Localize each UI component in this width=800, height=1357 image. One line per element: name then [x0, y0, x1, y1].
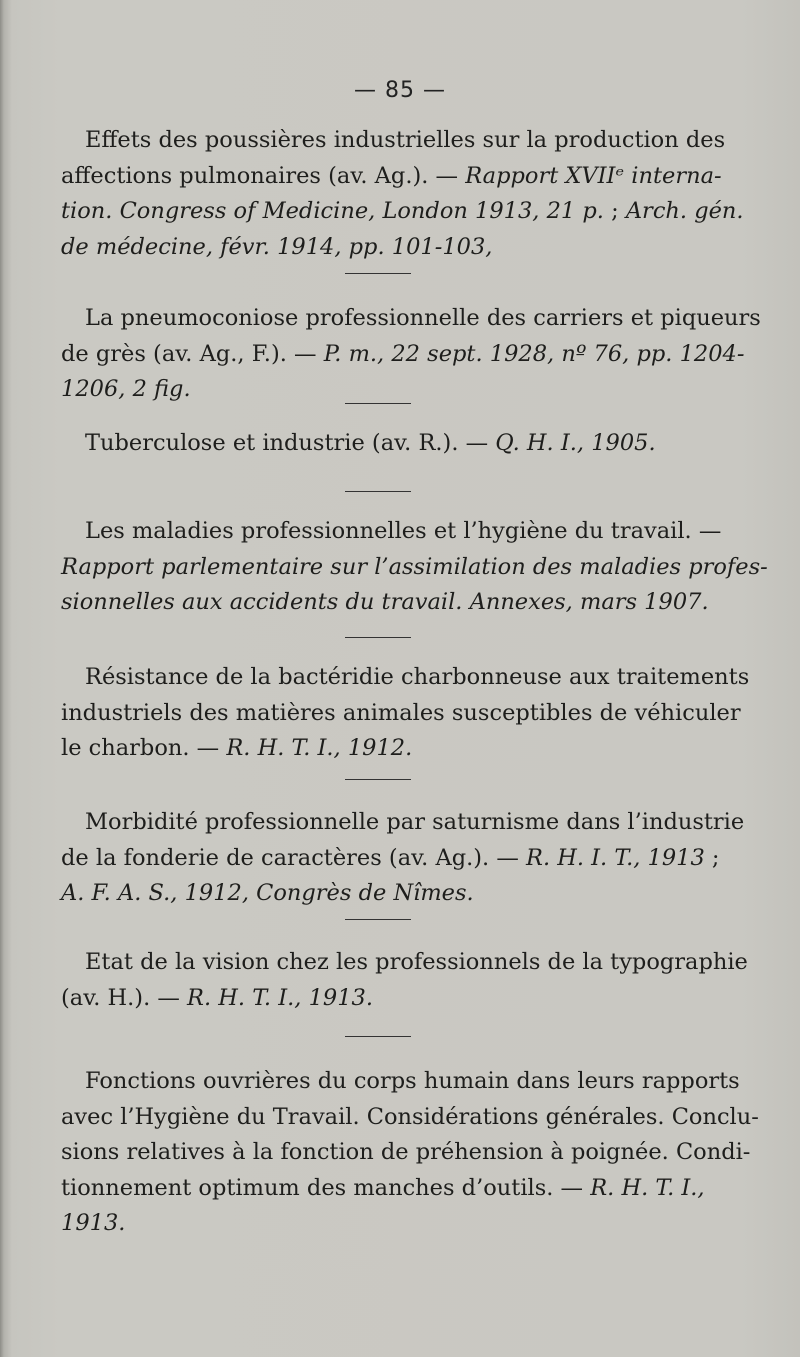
- entry-text: avec l’Hygiène du Travail. Considérations générales. Conclu-: [61, 1103, 759, 1130]
- entry-text: Résistance de la bactéridie charbonneuse aux traitements: [85, 664, 750, 690]
- citation-italic-text: de médecine, févr. 1914, pp. 101-103,: [61, 233, 493, 260]
- citation-italic-text: R. H. T. I., 1913.: [187, 984, 373, 1011]
- entry-line: [61, 696, 741, 732]
- entry-line: [61, 1171, 705, 1207]
- entry-text: La pneumoconiose professionnelle des carriers et piqueurs: [85, 305, 761, 331]
- entry-line: [61, 841, 720, 877]
- entry-text: ;: [704, 844, 720, 871]
- bibliography-entry: [61, 514, 768, 621]
- entry-line: [61, 159, 722, 195]
- bibliography-entry: [61, 660, 750, 767]
- entry-text: Effets des poussières industrielles sur la production des: [85, 127, 726, 153]
- citation-italic-text: R. H. I. T., 1913: [526, 844, 705, 871]
- citation-italic-text: tion. Congress of Medicine, London 1913, 21 p.: [61, 198, 604, 224]
- bibliography-entry: [61, 426, 699, 462]
- entry-text: Etat de la vision chez les professionnels de la typographie: [85, 949, 748, 975]
- entry-line: [61, 301, 761, 337]
- entry-line: [61, 514, 722, 550]
- citation-italic-text: sionnelles aux accidents du travail. Annexes, mars 1907.: [61, 589, 709, 615]
- entry-line: [61, 731, 699, 767]
- separator-rule: [345, 403, 411, 404]
- separator-rule: [345, 779, 411, 780]
- entry-line: [61, 660, 750, 696]
- entry-line: [61, 337, 745, 373]
- entry-line: [61, 585, 709, 621]
- separator-rule: [345, 491, 411, 492]
- separator-rule: [345, 1036, 411, 1037]
- entry-line: [61, 945, 748, 981]
- entry-text: Fonctions ouvrières du corps humain dans leurs rapports: [85, 1068, 740, 1094]
- entry-line: [61, 1064, 740, 1100]
- entry-text: Morbidité professionnelle par saturnisme dans l’industrie: [85, 809, 745, 835]
- citation-italic-text: Rapport XVIIᵉ interna-: [465, 162, 722, 189]
- entry-line: [61, 1135, 751, 1171]
- entry-line: [61, 426, 699, 462]
- citation-italic-text: 1913.: [61, 1210, 126, 1236]
- separator-rule: [345, 273, 411, 274]
- bibliography-entry: [61, 301, 761, 408]
- entry-text: (av. H.). —: [61, 984, 188, 1011]
- citation-italic-text: 1206, 2 fig.: [61, 376, 191, 402]
- citation-italic-text: P. m., 22 sept. 1928, nº 76, pp. 1204-: [323, 340, 745, 367]
- entry-text: de grès (av. Ag., F.). —: [61, 340, 324, 367]
- citation-italic-text: Arch. gén.: [625, 198, 744, 224]
- entry-text: industriels des matières animales susceptibles de véhiculer: [61, 699, 741, 726]
- entry-line: [61, 230, 699, 266]
- citation-italic-text: A. F. A. S., 1912, Congrès de Nîmes.: [61, 880, 474, 906]
- citation-italic-text: R. H. T. I., 1912.: [226, 735, 413, 761]
- entry-text: Les maladies professionnelles et l’hygiène du travail. —: [85, 518, 722, 544]
- entry-text: tionnement optimum des manches d’outils. —: [61, 1174, 591, 1201]
- citation-italic-text: Rapport parlementaire sur l’assimilation des maladies profes-: [61, 553, 768, 580]
- entry-line: [61, 550, 768, 586]
- citation-italic-text: R. H. T. I.,: [590, 1174, 705, 1201]
- bibliography-entry: [61, 123, 744, 265]
- entry-line: [61, 194, 744, 230]
- entry-line: [61, 876, 699, 912]
- citation-italic-text: Q. H. I., 1905.: [495, 430, 656, 456]
- entry-line: [61, 805, 745, 841]
- page-number: — 85 —: [354, 78, 446, 103]
- entry-text: le charbon. —: [61, 735, 227, 761]
- entry-text: affections pulmonaires (av. Ag.). —: [61, 162, 466, 189]
- entry-text: sions relatives à la fonction de préhension à poignée. Condi-: [61, 1139, 751, 1165]
- entry-text: Tuberculose et industrie (av. R.). —: [85, 430, 496, 456]
- bibliography-entry: [61, 945, 748, 1016]
- entry-line: [61, 123, 726, 159]
- separator-rule: [345, 919, 411, 920]
- bibliography-entry: [61, 805, 745, 912]
- separator-rule: [345, 637, 411, 638]
- entry-line: [61, 1206, 699, 1242]
- entry-text: de la fonderie de caractères (av. Ag.). —: [61, 844, 526, 871]
- entry-text: ;: [603, 198, 626, 224]
- entry-line: [61, 1100, 759, 1136]
- bibliography-entry: [61, 1064, 759, 1242]
- entry-line: [61, 981, 699, 1017]
